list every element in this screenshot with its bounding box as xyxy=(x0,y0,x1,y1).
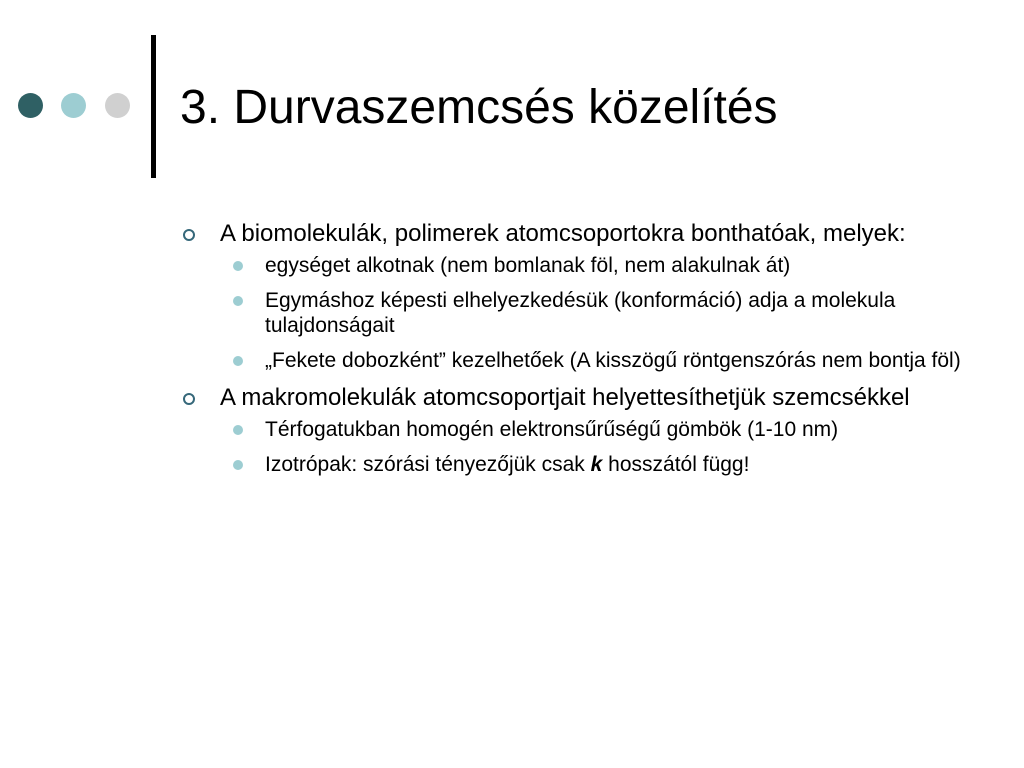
title-divider xyxy=(151,35,156,178)
ring-bullet-icon xyxy=(183,229,195,241)
sub-bullet-item xyxy=(180,348,1000,373)
ring-bullet-icon xyxy=(183,393,195,405)
sub-bullet-list xyxy=(180,417,1000,477)
sub-bullet-list xyxy=(180,253,1000,373)
dot-bullet-icon xyxy=(233,356,243,366)
bullet-item xyxy=(180,219,1000,248)
sub-bullet-item xyxy=(180,417,1000,442)
sub-bullet-text: „Fekete dobozként” kezelhetőek (A kisszögű röntgenszórás nem bontja föl) xyxy=(265,349,961,372)
sub-bullet-text: Egymáshoz képesti elhelyezkedésük (konformáció) adja a molekula tulajdonságait xyxy=(265,289,896,337)
sub-bullet-text xyxy=(265,453,749,476)
dot-bullet-icon xyxy=(233,460,243,470)
sub-bullet-text: egységet alkotnak (nem bomlanak föl, nem alakulnak át) xyxy=(265,254,791,277)
sub-bullet-text-end: hosszától függ! xyxy=(602,453,750,476)
sub-bullet-text-start: Izotrópak: szórási tényezőjük csak xyxy=(265,453,591,476)
bullet-text: A makromolekulák atomcsoportjait helyettesíthetjük szemcsékkel xyxy=(220,384,910,411)
slide-content xyxy=(180,219,1000,487)
emphasized-variable: k xyxy=(590,453,603,476)
sub-bullet-item xyxy=(180,452,1000,477)
dot-bullet-icon xyxy=(233,296,243,306)
sub-bullet-item xyxy=(180,253,1000,278)
dot-bullet-icon xyxy=(233,261,243,271)
slide-title: 3. Durvaszemcsés közelítés xyxy=(180,81,778,134)
gray-dot-icon xyxy=(105,93,130,118)
dark-teal-dot-icon xyxy=(18,93,43,118)
sub-bullet-item xyxy=(180,288,1000,338)
dot-bullet-icon xyxy=(233,425,243,435)
decorative-dots xyxy=(18,93,133,119)
sub-bullet-text: Térfogatukban homogén elektronsűrűségű gömbök (1-10 nm) xyxy=(265,418,839,441)
bullet-text: A biomolekulák, polimerek atomcsoportokra bonthatóak, melyek: xyxy=(220,220,906,247)
light-teal-dot-icon xyxy=(61,93,86,118)
bullet-item xyxy=(180,383,1000,412)
